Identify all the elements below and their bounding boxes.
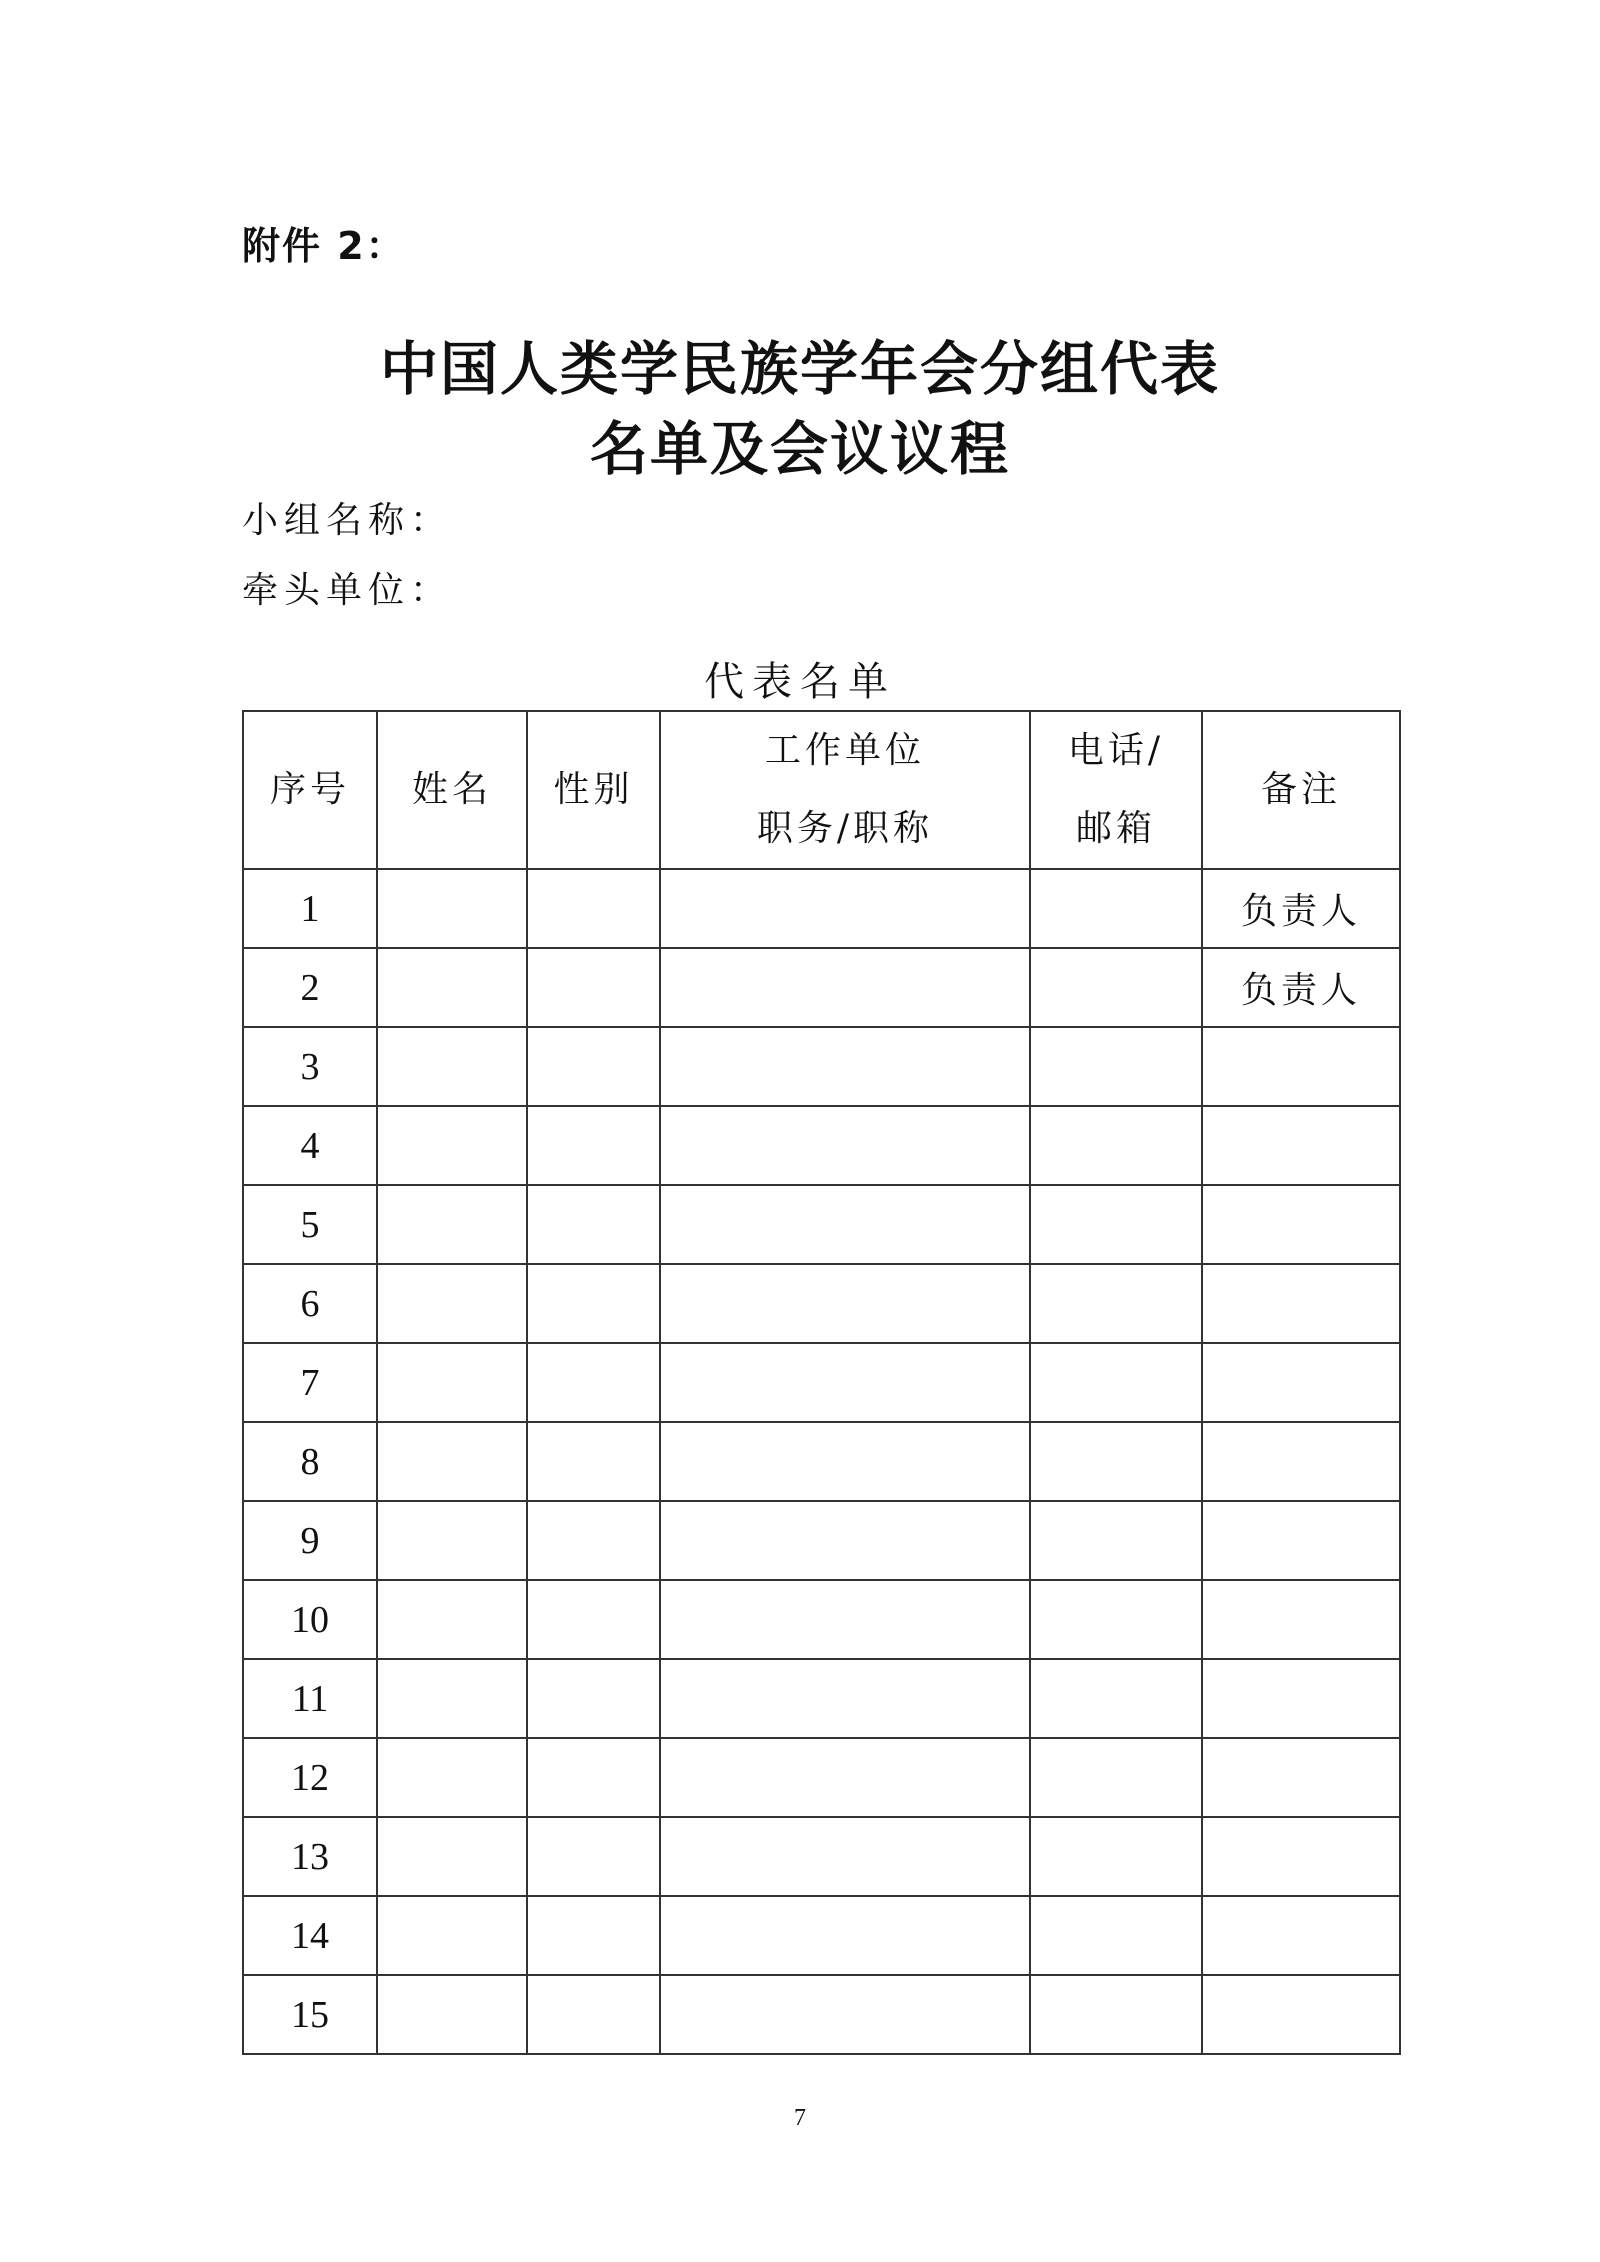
row-serial: 4: [243, 1106, 377, 1185]
row-gender-cell: [527, 1817, 660, 1896]
row-contact-cell: [1030, 1501, 1202, 1580]
attachment-label: 附件 2：: [242, 224, 406, 268]
table-caption: 代表名单: [704, 659, 896, 705]
header-remarks: 备注: [1202, 711, 1400, 869]
row-contact-cell: [1030, 1817, 1202, 1896]
row-name-cell: [377, 1027, 527, 1106]
table-row: [243, 1817, 1400, 1896]
row-serial: 8: [243, 1422, 377, 1501]
row-name-cell: [377, 1975, 527, 2054]
header-contact-line1: 电话/: [1067, 730, 1165, 771]
row-remarks-cell: [1202, 1501, 1400, 1580]
row-contact-cell: [1030, 1027, 1202, 1106]
row-unit-cell: [660, 1343, 1030, 1422]
row-gender-cell: [527, 948, 660, 1027]
row-gender-cell: [527, 1343, 660, 1422]
row-remarks-cell: [1202, 1817, 1400, 1896]
row-name-cell: [377, 1896, 527, 1975]
row-gender-cell: [527, 1264, 660, 1343]
row-contact-cell: [1030, 1106, 1202, 1185]
group-name-label: 小组名称：: [242, 500, 453, 541]
row-gender-cell: [527, 1185, 660, 1264]
table-row: [243, 948, 1400, 1027]
row-unit-cell: [660, 1027, 1030, 1106]
representative-roster-table: [242, 710, 1401, 2055]
row-contact-cell: [1030, 1422, 1202, 1501]
row-contact-cell: [1030, 1343, 1202, 1422]
row-remarks-cell: [1202, 1975, 1400, 2054]
row-name-cell: [377, 1659, 527, 1738]
row-serial: 7: [243, 1343, 377, 1422]
header-work-unit-line2: 职务/职称: [756, 808, 934, 849]
row-serial: 15: [243, 1975, 377, 2054]
table-row: [243, 1343, 1400, 1422]
document-title-line1: 中国人类学民族学年会分组代表: [379, 335, 1220, 403]
row-name-cell: [377, 1264, 527, 1343]
row-serial: 12: [243, 1738, 377, 1817]
table-row: [243, 1185, 1400, 1264]
row-name-cell: [377, 1817, 527, 1896]
row-contact-cell: [1030, 1896, 1202, 1975]
row-contact-cell: [1030, 869, 1202, 948]
table-row: [243, 1896, 1400, 1975]
row-gender-cell: [527, 1106, 660, 1185]
page-number: 7: [794, 2105, 806, 2131]
table-header-row: [243, 711, 1400, 869]
table-row: [243, 1580, 1400, 1659]
row-serial: 6: [243, 1264, 377, 1343]
row-gender-cell: [527, 1501, 660, 1580]
header-contact-line2: 邮箱: [1075, 808, 1156, 849]
row-remarks-cell: [1202, 1659, 1400, 1738]
row-name-cell: [377, 1185, 527, 1264]
row-unit-cell: [660, 869, 1030, 948]
row-unit-cell: [660, 948, 1030, 1027]
row-remarks-cell: [1202, 1896, 1400, 1975]
row-contact-cell: [1030, 1264, 1202, 1343]
row-contact-cell: [1030, 1659, 1202, 1738]
row-name-cell: [377, 948, 527, 1027]
table-row: [243, 1106, 1400, 1185]
row-serial: 10: [243, 1580, 377, 1659]
row-remarks-cell: [1202, 1343, 1400, 1422]
table-row: [243, 1975, 1400, 2054]
table-row: [243, 1659, 1400, 1738]
header-name: 姓名: [377, 711, 527, 869]
row-unit-cell: [660, 1501, 1030, 1580]
row-unit-cell: [660, 1422, 1030, 1501]
row-serial: 2: [243, 948, 377, 1027]
row-gender-cell: [527, 1422, 660, 1501]
row-remarks-cell: [1202, 1106, 1400, 1185]
row-unit-cell: [660, 1580, 1030, 1659]
row-gender-cell: [527, 1975, 660, 2054]
row-name-cell: [377, 1738, 527, 1817]
row-serial: 9: [243, 1501, 377, 1580]
row-unit-cell: [660, 1659, 1030, 1738]
table-row: [243, 1422, 1400, 1501]
row-serial: 13: [243, 1817, 377, 1896]
row-name-cell: [377, 1501, 527, 1580]
row-name-cell: [377, 1106, 527, 1185]
row-remarks-cell: [1202, 1580, 1400, 1659]
row-name-cell: [377, 1580, 527, 1659]
document-title-line2: 名单及会议议程: [589, 415, 1010, 483]
row-unit-cell: [660, 1738, 1030, 1817]
row-remarks-cell: [1202, 1738, 1400, 1817]
row-remarks-cell: 负责人: [1202, 869, 1400, 948]
table-row: [243, 869, 1400, 948]
row-serial: 5: [243, 1185, 377, 1264]
header-contact: [1030, 711, 1202, 869]
row-unit-cell: [660, 1975, 1030, 2054]
row-contact-cell: [1030, 1185, 1202, 1264]
row-unit-cell: [660, 1106, 1030, 1185]
header-work-unit-line1: 工作单位: [764, 730, 925, 771]
table-row: [243, 1738, 1400, 1817]
header-serial: 序号: [243, 711, 377, 869]
row-serial: 11: [243, 1659, 377, 1738]
row-gender-cell: [527, 1659, 660, 1738]
row-gender-cell: [527, 1027, 660, 1106]
table-row: [243, 1027, 1400, 1106]
row-contact-cell: [1030, 948, 1202, 1027]
row-gender-cell: [527, 1580, 660, 1659]
row-serial: 1: [243, 869, 377, 948]
row-unit-cell: [660, 1817, 1030, 1896]
row-name-cell: [377, 1343, 527, 1422]
row-remarks-cell: [1202, 1264, 1400, 1343]
row-gender-cell: [527, 869, 660, 948]
row-unit-cell: [660, 1185, 1030, 1264]
row-remarks-cell: 负责人: [1202, 948, 1400, 1027]
row-contact-cell: [1030, 1975, 1202, 2054]
row-remarks-cell: [1202, 1422, 1400, 1501]
row-name-cell: [377, 869, 527, 948]
lead-unit-label: 牵头单位：: [242, 570, 453, 611]
row-gender-cell: [527, 1738, 660, 1817]
row-contact-cell: [1030, 1580, 1202, 1659]
row-remarks-cell: [1202, 1185, 1400, 1264]
row-unit-cell: [660, 1896, 1030, 1975]
header-work-unit: [660, 711, 1030, 869]
row-name-cell: [377, 1422, 527, 1501]
row-gender-cell: [527, 1896, 660, 1975]
table-row: [243, 1501, 1400, 1580]
header-gender: 性别: [527, 711, 660, 869]
row-serial: 3: [243, 1027, 377, 1106]
row-remarks-cell: [1202, 1027, 1400, 1106]
row-serial: 14: [243, 1896, 377, 1975]
table-row: [243, 1264, 1400, 1343]
row-contact-cell: [1030, 1738, 1202, 1817]
row-unit-cell: [660, 1264, 1030, 1343]
